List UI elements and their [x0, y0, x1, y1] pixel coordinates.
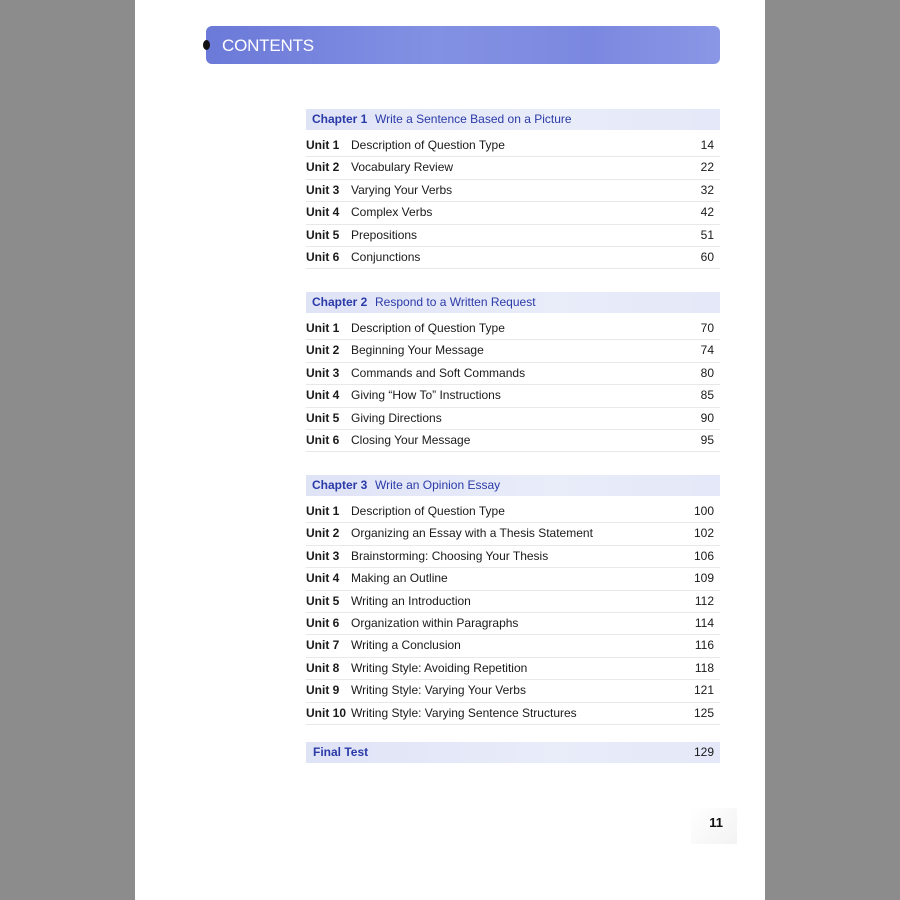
- unit-page-number: 95: [700, 432, 714, 447]
- unit-title: Writing Style: Avoiding Repetition: [351, 660, 528, 675]
- unit-number: Unit 1: [306, 321, 340, 335]
- unit-title: Brainstorming: Choosing Your Thesis: [351, 548, 549, 563]
- chapter-header: [306, 109, 720, 130]
- unit-number: Unit 3: [306, 548, 340, 563]
- unit-number: Unit 5: [306, 593, 340, 608]
- banner-tab-marker: [203, 40, 210, 50]
- unit-number: Unit 4: [306, 388, 340, 403]
- unit-title: Prepositions: [351, 227, 418, 242]
- unit-title: Making an Outline: [351, 571, 448, 586]
- unit-number: Unit 3: [306, 365, 340, 380]
- unit-number: Unit 3: [306, 182, 340, 197]
- unit-page-number: 112: [694, 593, 714, 608]
- unit-page-number: 109: [693, 571, 714, 586]
- chapter-2-section: [306, 292, 720, 452]
- unit-page-number: 80: [700, 365, 714, 380]
- unit-row: [306, 340, 720, 362]
- unit-title: Writing Style: Varying Your Verbs: [351, 683, 526, 698]
- unit-number: Unit 2: [306, 343, 340, 358]
- unit-page-number: 116: [694, 638, 714, 653]
- unit-title: Organization within Paragraphs: [351, 615, 519, 630]
- page-number: 11: [691, 808, 737, 844]
- unit-page-number: 118: [694, 660, 714, 675]
- chapter-title: Write an Opinion Essay: [375, 478, 501, 492]
- unit-page-number: 60: [700, 249, 714, 264]
- unit-title: Vocabulary Review: [351, 160, 454, 175]
- unit-title: Description of Question Type: [351, 504, 505, 518]
- unit-number: Unit 2: [306, 160, 340, 175]
- unit-number: Unit 1: [306, 138, 340, 152]
- unit-row: [306, 247, 720, 269]
- unit-page-number: 22: [700, 160, 714, 175]
- unit-page-number: 85: [700, 388, 714, 403]
- unit-row: [306, 430, 720, 452]
- unit-page-number: 121: [693, 683, 714, 698]
- unit-title: Writing Style: Varying Sentence Structures: [351, 705, 577, 720]
- unit-page-number: 70: [700, 321, 714, 335]
- unit-title: Organizing an Essay with a Thesis Statement: [351, 526, 593, 541]
- unit-page-number: 102: [693, 526, 714, 541]
- unit-page-number: 114: [694, 615, 714, 630]
- chapter-title: Write a Sentence Based on a Picture: [375, 112, 572, 126]
- unit-row: [306, 157, 720, 179]
- unit-title: Writing a Conclusion: [351, 638, 461, 653]
- chapter-title: Respond to a Written Request: [375, 295, 536, 309]
- final-test-row: [306, 742, 720, 763]
- unit-row: [306, 680, 720, 702]
- unit-row: [306, 591, 720, 613]
- unit-row: [306, 363, 720, 385]
- unit-row: [306, 318, 720, 340]
- unit-row: [306, 501, 720, 523]
- unit-page-number: 32: [700, 182, 714, 197]
- unit-number: Unit 4: [306, 571, 340, 586]
- unit-row: [306, 202, 720, 224]
- unit-title: Giving “How To” Instructions: [351, 388, 501, 403]
- unit-number: Unit 10: [306, 705, 347, 720]
- unit-list: [306, 501, 720, 725]
- unit-row: [306, 703, 720, 725]
- unit-page-number: 100: [693, 504, 714, 518]
- unit-number: Unit 5: [306, 227, 340, 242]
- unit-page-number: 74: [700, 343, 714, 358]
- unit-number: Unit 2: [306, 526, 340, 541]
- contents-title: CONTENTS: [222, 36, 314, 55]
- unit-page-number: 106: [693, 548, 714, 563]
- unit-page-number: 42: [700, 205, 714, 220]
- final-test-label: Final Test: [313, 745, 369, 759]
- unit-number: Unit 5: [306, 410, 340, 425]
- unit-page-number: 125: [693, 705, 714, 720]
- unit-page-number: 90: [700, 410, 714, 425]
- unit-row: [306, 408, 720, 430]
- unit-page-number: 14: [700, 138, 714, 152]
- chapter-header: [306, 292, 720, 313]
- unit-row: [306, 135, 720, 157]
- chapter-1-section: [306, 109, 720, 269]
- chapter-3-section: [306, 475, 720, 725]
- unit-number: Unit 4: [306, 205, 340, 220]
- unit-title: Conjunctions: [351, 249, 421, 264]
- unit-number: Unit 6: [306, 249, 340, 264]
- unit-row: [306, 568, 720, 590]
- chapter-label: Chapter 3: [312, 478, 368, 492]
- unit-row: [306, 658, 720, 680]
- unit-title: Varying Your Verbs: [351, 182, 453, 197]
- unit-number: Unit 6: [306, 615, 340, 630]
- unit-row: [306, 613, 720, 635]
- chapter-label: Chapter 2: [312, 295, 368, 309]
- unit-title: Beginning Your Message: [351, 343, 484, 358]
- unit-number: Unit 1: [306, 504, 340, 518]
- contents-banner: [206, 26, 720, 64]
- unit-title: Description of Question Type: [351, 321, 505, 335]
- unit-row: [306, 546, 720, 568]
- unit-number: Unit 9: [306, 683, 340, 698]
- unit-number: Unit 8: [306, 660, 340, 675]
- unit-list: [306, 135, 720, 269]
- unit-number: Unit 7: [306, 638, 340, 653]
- unit-row: [306, 635, 720, 657]
- unit-title: Closing Your Message: [351, 432, 471, 447]
- chapter-label: Chapter 1: [312, 112, 368, 126]
- unit-list: [306, 318, 720, 452]
- final-test-page: 129: [693, 745, 714, 759]
- unit-title: Commands and Soft Commands: [351, 365, 526, 380]
- unit-row: [306, 523, 720, 545]
- unit-row: [306, 385, 720, 407]
- unit-title: Writing an Introduction: [351, 593, 471, 608]
- unit-row: [306, 180, 720, 202]
- unit-number: Unit 6: [306, 432, 340, 447]
- unit-title: Complex Verbs: [351, 205, 433, 220]
- unit-title: Description of Question Type: [351, 138, 505, 152]
- unit-title: Giving Directions: [351, 410, 442, 425]
- document-page: [135, 0, 765, 900]
- unit-row: [306, 225, 720, 247]
- chapter-header: [306, 475, 720, 496]
- unit-page-number: 51: [700, 227, 714, 242]
